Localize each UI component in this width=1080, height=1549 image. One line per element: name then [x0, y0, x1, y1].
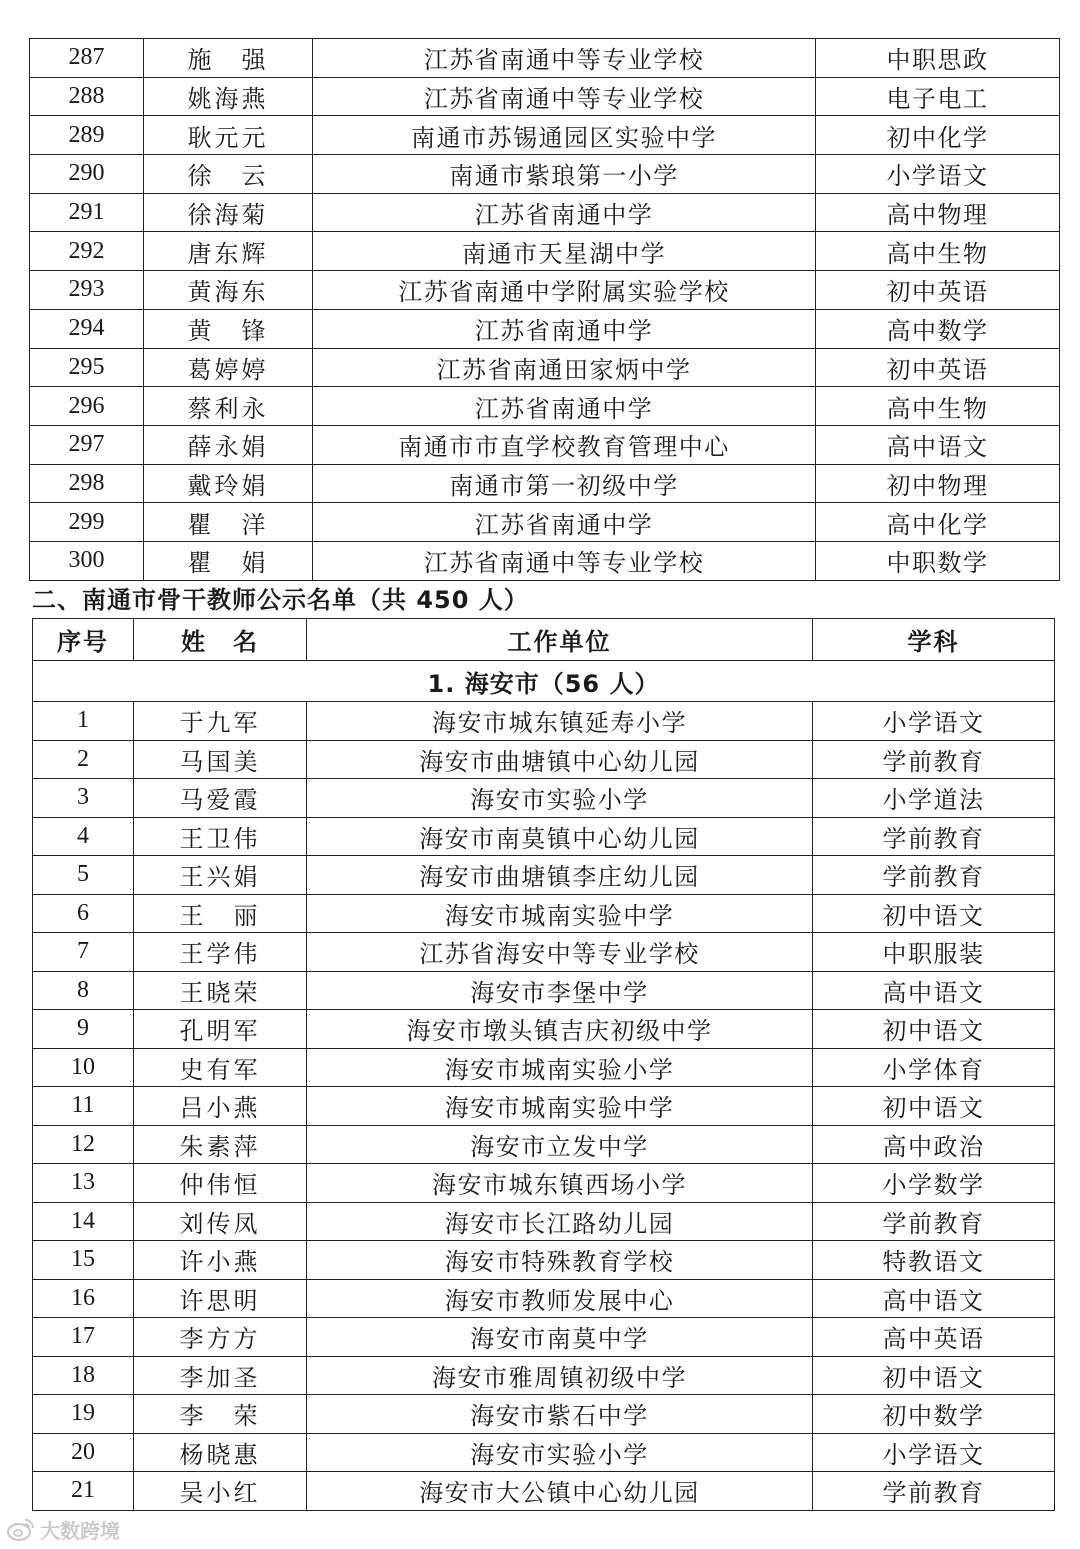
- cell-subject: 高中语文: [813, 1279, 1055, 1318]
- cell-no: 18: [33, 1356, 134, 1395]
- cell-unit: 南通市苏锡通园区实验中学: [313, 116, 816, 155]
- cell-name: 徐 云: [144, 155, 313, 194]
- table-row: [30, 39, 1060, 78]
- cell-name: 徐海菊: [144, 193, 313, 232]
- cell-name: 葛婷婷: [144, 348, 313, 387]
- watermark-text: 大数跨境: [40, 1518, 120, 1543]
- cell-name: 王卫伟: [134, 817, 307, 856]
- cell-no: 17: [33, 1318, 134, 1357]
- table-row: [33, 702, 1055, 741]
- cell-unit: 江苏省南通中学: [313, 387, 816, 426]
- cell-no: 295: [30, 348, 144, 387]
- cell-subject: 高中化学: [816, 503, 1060, 542]
- cell-subject: 学前教育: [813, 740, 1055, 779]
- cell-unit: 海安市长江路幼儿园: [307, 1202, 813, 1241]
- cell-unit: 江苏省南通中学: [313, 193, 816, 232]
- table-row: [30, 387, 1060, 426]
- cell-subject: 高中政治: [813, 1125, 1055, 1164]
- cell-subject: 小学语文: [813, 1433, 1055, 1472]
- cell-no: 4: [33, 817, 134, 856]
- cell-subject: 初中数学: [813, 1395, 1055, 1434]
- header-name: 姓 名: [134, 619, 307, 661]
- cell-subject: 初中化学: [816, 116, 1060, 155]
- cell-subject: 高中生物: [816, 232, 1060, 271]
- table-row: [33, 1318, 1055, 1357]
- cell-subject: 高中生物: [816, 387, 1060, 426]
- watermark: [6, 1512, 120, 1546]
- section-title: 二、南通市骨干教师公示名单（共 450 人）: [32, 586, 529, 614]
- table-row: [30, 116, 1060, 155]
- cell-name: 刘传凤: [134, 1202, 307, 1241]
- table-row: [33, 1087, 1055, 1126]
- cell-name: 施 强: [144, 39, 313, 78]
- cell-no: 287: [30, 39, 144, 78]
- cell-unit: 江苏省南通中等专业学校: [313, 77, 816, 116]
- cell-unit: 海安市实验小学: [307, 1433, 813, 1472]
- cell-unit: 南通市天星湖中学: [313, 232, 816, 271]
- cell-unit: 海安市紫石中学: [307, 1395, 813, 1434]
- cell-unit: 海安市曲塘镇李庄幼儿园: [307, 856, 813, 895]
- cell-subject: 初中语文: [813, 1010, 1055, 1049]
- cell-unit: 南通市紫琅第一小学: [313, 155, 816, 194]
- cell-no: 19: [33, 1395, 134, 1434]
- cell-subject: 初中物理: [816, 464, 1060, 503]
- cell-unit: 南通市市直学校教育管理中心: [313, 425, 816, 464]
- cell-unit: 江苏省南通中学: [313, 503, 816, 542]
- cell-subject: 高中数学: [816, 309, 1060, 348]
- cell-name: 唐东辉: [144, 232, 313, 271]
- cell-no: 8: [33, 971, 134, 1010]
- cell-subject: 学前教育: [813, 1472, 1055, 1511]
- cell-no: 10: [33, 1048, 134, 1087]
- table1-body: [30, 39, 1060, 581]
- cell-name: 王 丽: [134, 894, 307, 933]
- cell-no: 296: [30, 387, 144, 426]
- cell-subject: 高中语文: [816, 425, 1060, 464]
- cell-unit: 海安市立发中学: [307, 1125, 813, 1164]
- cell-unit: 海安市南莫镇中心幼儿园: [307, 817, 813, 856]
- cell-subject: 小学语文: [813, 702, 1055, 741]
- header-subject: 学科: [813, 619, 1055, 661]
- table-row: [33, 1048, 1055, 1087]
- cell-name: 蔡利永: [144, 387, 313, 426]
- cell-name: 吕小燕: [134, 1087, 307, 1126]
- cell-name: 王学伟: [134, 933, 307, 972]
- cell-subject: 特教语文: [813, 1241, 1055, 1280]
- table-row: [30, 503, 1060, 542]
- cell-name: 黄海东: [144, 271, 313, 310]
- cell-subject: 初中语文: [813, 1356, 1055, 1395]
- cell-name: 于九军: [134, 702, 307, 741]
- cell-unit: 江苏省南通中学: [313, 309, 816, 348]
- cell-no: 298: [30, 464, 144, 503]
- cell-no: 289: [30, 116, 144, 155]
- cell-subject: 高中语文: [813, 971, 1055, 1010]
- cell-unit: 海安市大公镇中心幼儿园: [307, 1472, 813, 1511]
- cell-subject: 初中英语: [816, 348, 1060, 387]
- cell-subject: 中职数学: [816, 541, 1060, 580]
- cell-name: 王晓荣: [134, 971, 307, 1010]
- cell-subject: 初中英语: [816, 271, 1060, 310]
- table-row: [33, 1010, 1055, 1049]
- cell-name: 杨晓惠: [134, 1433, 307, 1472]
- cell-no: 3: [33, 779, 134, 818]
- cell-name: 孔明军: [134, 1010, 307, 1049]
- table-row: [30, 193, 1060, 232]
- cell-unit: 江苏省海安中等专业学校: [307, 933, 813, 972]
- cell-no: 1: [33, 702, 134, 741]
- cell-no: 7: [33, 933, 134, 972]
- cell-subject: 小学道法: [813, 779, 1055, 818]
- table-row: [33, 740, 1055, 779]
- cell-unit: 海安市特殊教育学校: [307, 1241, 813, 1280]
- cell-name: 戴玲娟: [144, 464, 313, 503]
- weibo-logo-icon: [6, 1516, 36, 1542]
- cell-unit: 海安市曲塘镇中心幼儿园: [307, 740, 813, 779]
- cell-subject: 小学数学: [813, 1164, 1055, 1203]
- table-row: [33, 933, 1055, 972]
- cell-name: 薛永娟: [144, 425, 313, 464]
- cell-no: 6: [33, 894, 134, 933]
- cell-subject: 初中语文: [813, 894, 1055, 933]
- cell-no: 14: [33, 1202, 134, 1241]
- table-row: [33, 1472, 1055, 1511]
- cell-name: 耿元元: [144, 116, 313, 155]
- cell-unit: 南通市第一初级中学: [313, 464, 816, 503]
- cell-unit: 海安市城南实验中学: [307, 894, 813, 933]
- cell-name: 史有军: [134, 1048, 307, 1087]
- cell-name: 李 荣: [134, 1395, 307, 1434]
- cell-no: 299: [30, 503, 144, 542]
- cell-unit: 海安市李堡中学: [307, 971, 813, 1010]
- cell-name: 仲伟恒: [134, 1164, 307, 1203]
- cell-unit: 海安市城东镇西场小学: [307, 1164, 813, 1203]
- cell-subject: 小学语文: [816, 155, 1060, 194]
- cell-name: 姚海燕: [144, 77, 313, 116]
- table-row: [33, 779, 1055, 818]
- cell-name: 马爱霞: [134, 779, 307, 818]
- table-row: [30, 464, 1060, 503]
- cell-no: 16: [33, 1279, 134, 1318]
- cell-name: 瞿 洋: [144, 503, 313, 542]
- cell-unit: 江苏省南通中学附属实验学校: [313, 271, 816, 310]
- cell-unit: 海安市墩头镇吉庆初级中学: [307, 1010, 813, 1049]
- cell-no: 20: [33, 1433, 134, 1472]
- cell-name: 瞿 娟: [144, 541, 313, 580]
- cell-subject: 高中英语: [813, 1318, 1055, 1357]
- cell-subject: 学前教育: [813, 856, 1055, 895]
- table-row: [33, 1279, 1055, 1318]
- table-row: [33, 971, 1055, 1010]
- cell-subject: 高中物理: [816, 193, 1060, 232]
- table-row: [33, 1164, 1055, 1203]
- table-row: [33, 1433, 1055, 1472]
- cell-subject: 学前教育: [813, 817, 1055, 856]
- table-row: [33, 1395, 1055, 1434]
- cell-no: 5: [33, 856, 134, 895]
- group-row: [33, 661, 1055, 702]
- backbone-teacher-table: [32, 618, 1055, 1511]
- cell-no: 12: [33, 1125, 134, 1164]
- table2-body: [33, 661, 1055, 1511]
- table-row: [30, 348, 1060, 387]
- table-row: [30, 77, 1060, 116]
- cell-unit: 海安市实验小学: [307, 779, 813, 818]
- table-row: [33, 1356, 1055, 1395]
- cell-name: 许思明: [134, 1279, 307, 1318]
- table-row: [30, 232, 1060, 271]
- cell-unit: 海安市雅周镇初级中学: [307, 1356, 813, 1395]
- teacher-list-table-continued: [29, 38, 1060, 581]
- cell-no: 291: [30, 193, 144, 232]
- cell-subject: 学前教育: [813, 1202, 1055, 1241]
- cell-no: 21: [33, 1472, 134, 1511]
- cell-name: 王兴娟: [134, 856, 307, 895]
- cell-no: 293: [30, 271, 144, 310]
- cell-no: 11: [33, 1087, 134, 1126]
- cell-subject: 初中语文: [813, 1087, 1055, 1126]
- cell-no: 294: [30, 309, 144, 348]
- table-row: [30, 425, 1060, 464]
- cell-name: 李加圣: [134, 1356, 307, 1395]
- cell-no: 300: [30, 541, 144, 580]
- cell-name: 许小燕: [134, 1241, 307, 1280]
- cell-subject: 电子电工: [816, 77, 1060, 116]
- cell-name: 李方方: [134, 1318, 307, 1357]
- cell-no: 15: [33, 1241, 134, 1280]
- header-no: 序号: [33, 619, 134, 661]
- cell-name: 吴小红: [134, 1472, 307, 1511]
- cell-no: 290: [30, 155, 144, 194]
- cell-unit: 海安市教师发展中心: [307, 1279, 813, 1318]
- cell-name: 朱素萍: [134, 1125, 307, 1164]
- cell-no: 13: [33, 1164, 134, 1203]
- table-row: [33, 894, 1055, 933]
- table-row: [33, 1125, 1055, 1164]
- table-row: [30, 271, 1060, 310]
- cell-name: 马国美: [134, 740, 307, 779]
- table-row: [33, 1241, 1055, 1280]
- cell-unit: 海安市城东镇延寿小学: [307, 702, 813, 741]
- cell-subject: 中职思政: [816, 39, 1060, 78]
- table-row: [30, 309, 1060, 348]
- table-row: [30, 155, 1060, 194]
- cell-unit: 江苏省南通中等专业学校: [313, 39, 816, 78]
- cell-no: 297: [30, 425, 144, 464]
- cell-subject: 小学体育: [813, 1048, 1055, 1087]
- cell-unit: 海安市城南实验中学: [307, 1087, 813, 1126]
- table-row: [30, 541, 1060, 580]
- cell-unit: 江苏省南通田家炳中学: [313, 348, 816, 387]
- cell-no: 9: [33, 1010, 134, 1049]
- cell-no: 292: [30, 232, 144, 271]
- table-row: [33, 1202, 1055, 1241]
- cell-unit: 江苏省南通中等专业学校: [313, 541, 816, 580]
- cell-no: 2: [33, 740, 134, 779]
- table-row: [33, 856, 1055, 895]
- table-row: [33, 817, 1055, 856]
- cell-unit: 海安市城南实验小学: [307, 1048, 813, 1087]
- cell-subject: 中职服装: [813, 933, 1055, 972]
- table-header-row: [33, 619, 1055, 661]
- cell-unit: 海安市南莫中学: [307, 1318, 813, 1357]
- cell-no: 288: [30, 77, 144, 116]
- header-unit: 工作单位: [307, 619, 813, 661]
- cell-name: 黄 锋: [144, 309, 313, 348]
- group-label: 1. 海安市（56 人）: [33, 661, 1055, 702]
